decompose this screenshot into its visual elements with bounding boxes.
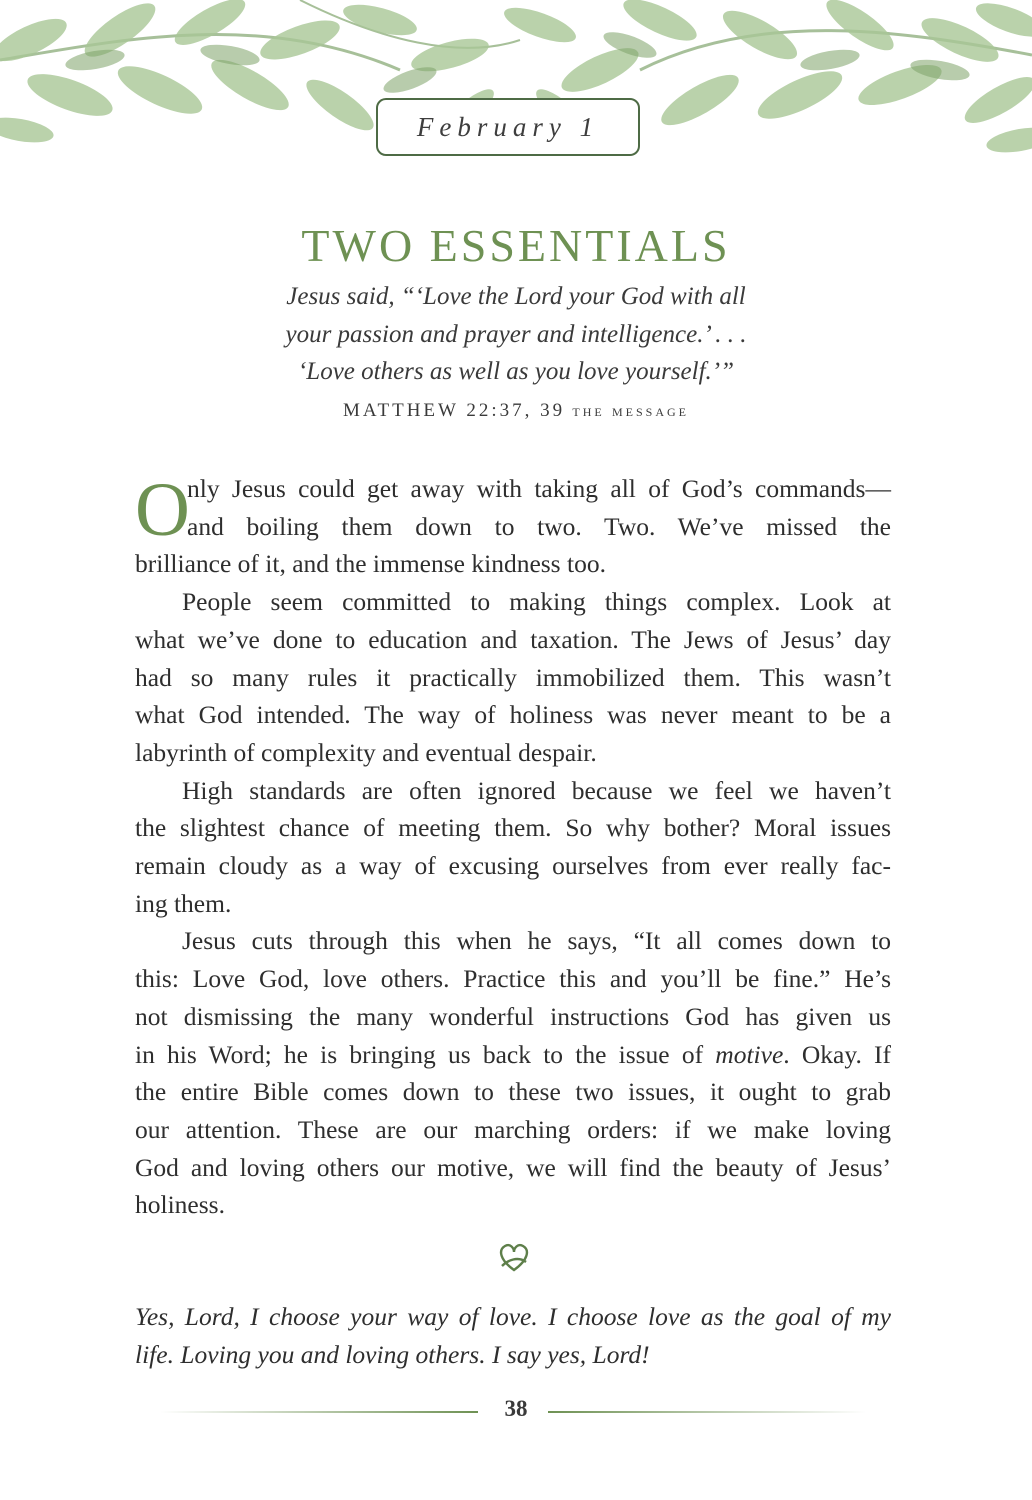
- body-line: [135, 1036, 891, 1074]
- heart-knot-icon: [496, 1240, 532, 1274]
- body-line: People seem committed to making things complex. Look at: [182, 587, 891, 617]
- body-line-text: in his Word; he is bringing us back to the issue of: [135, 1039, 704, 1069]
- scripture-line: ‘Love others as well as you love yourself.’”: [297, 358, 735, 385]
- body-line: God and loving others our motive, we will find the beauty of Jesus’: [135, 1152, 891, 1182]
- body-line: the slightest chance of meeting them. So why bother? Moral issues: [135, 813, 891, 843]
- body-line: labyrinth of complexity and eventual despair.: [135, 737, 597, 767]
- body-line: Jesus cuts through this when he says, “It all comes down to: [182, 926, 891, 956]
- scripture-line: Jesus said, “‘Love the Lord your God with all: [286, 283, 746, 310]
- reference-verse: MATTHEW 22:37, 39: [342, 400, 566, 421]
- body-line: not dismissing the many wonderful instructions God has given us: [135, 1001, 891, 1031]
- prayer-line: Yes, Lord, I choose your way of love. I choose love as the goal of my: [135, 1302, 891, 1331]
- body-line: holiness.: [135, 1190, 225, 1220]
- body-line: what we’ve done to education and taxation. The Jews of Jesus’ day: [135, 624, 891, 654]
- scripture-line: your passion and prayer and intelligence.’ . . .: [285, 320, 747, 348]
- page-title: TWO ESSENTIALS: [301, 219, 731, 271]
- emphasis-word: motive: [715, 1039, 784, 1069]
- body-line: what God intended. The way of holiness was never meant to be a: [135, 700, 891, 730]
- page-number: 38: [504, 1396, 528, 1421]
- prayer-line: life. Loving you and loving others. I say yes, Lord!: [135, 1340, 650, 1369]
- body-line: the entire Bible comes down to these two issues, it ought to grab: [135, 1077, 891, 1107]
- footer-rule-right: [548, 1411, 866, 1413]
- devotional-body: [135, 470, 891, 1224]
- reference-version: the message: [572, 401, 689, 420]
- body-line: and boiling them down to two. Two. We’ve missed the: [187, 511, 891, 541]
- body-line: brilliance of it, and the immense kindness too.: [135, 549, 606, 579]
- body-line: this: Love God, love others. Practice this and you’ll be fine.” He’s: [135, 964, 891, 994]
- body-line: remain cloudy as a way of excusing ourselves from ever really fac-: [135, 851, 891, 881]
- body-line-text: . Okay. If: [783, 1039, 892, 1069]
- drop-cap: O: [135, 468, 190, 552]
- body-line-text: nly Jesus could get away with taking all of God’s commands—: [187, 474, 891, 503]
- body-line: had so many rules it practically immobilized them. This wasn’t: [135, 662, 891, 692]
- prayer-text: [135, 1298, 891, 1374]
- body-line: High standards are often ignored because we feel we haven’t: [182, 775, 891, 805]
- body-line: our attention. These are our marching orders: if we make loving: [135, 1114, 891, 1144]
- footer-rule-left: [160, 1411, 478, 1413]
- scripture-reference: [0, 400, 1032, 422]
- body-line: ing them.: [135, 888, 232, 918]
- scripture-quote: [160, 278, 872, 391]
- date-label: February 1: [376, 98, 640, 156]
